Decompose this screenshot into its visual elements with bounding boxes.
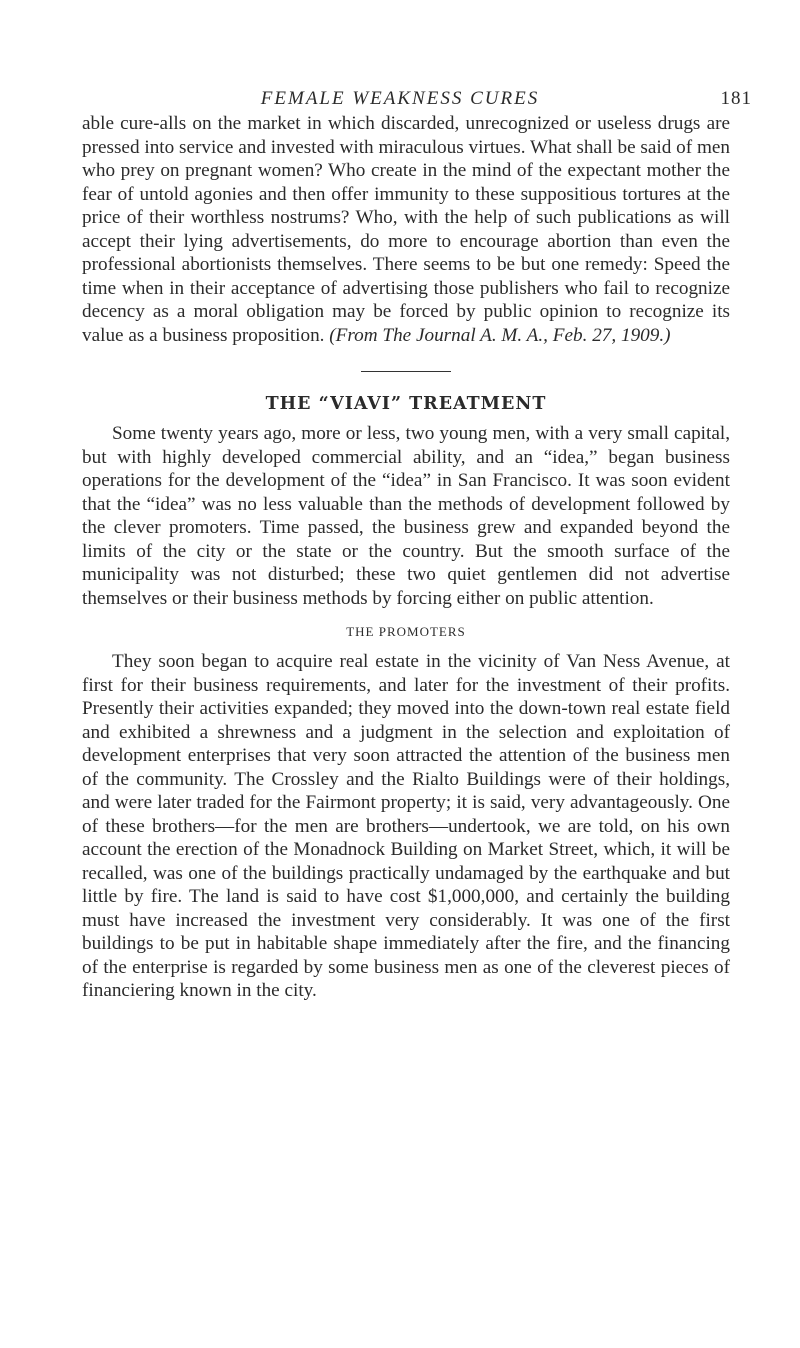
paragraph-continued — [82, 112, 730, 347]
subhead-promoters: THE PROMOTERS — [346, 624, 466, 639]
page-number: 181 — [720, 88, 752, 109]
section-title: THE “VIAVI” TREATMENT — [265, 394, 547, 414]
paragraph-viavi-intro: Some twenty years ago, more or less, two young men, with a very small capital, but with highly developed commercial ability, and an “idea,” began business operations for the development of the “idea” in San Francisco. It was soon evident that the “idea” was no less valuable than the methods of development followed by the clever promoters. Time passed, the business grew and expanded beyond the limits of the city or the state or the country. But the smooth surface of the municipality was not disturbed; these two quiet gentlemen did not advertise themselves or their business methods by forcing either on public attention. — [82, 423, 730, 609]
running-head: FEMALE WEAKNESS CURES — [260, 88, 540, 109]
source-citation: (From The Journal A. M. A., Feb. 27, 1909.) — [329, 324, 671, 346]
paragraph-promoters: They soon began to acquire real estate in the vicinity of Van Ness Avenue, at first for their business requirements, and later for the investment of their profits. Presently their activities expanded; they moved into the down-town real estate field and exhibited a shrewness and a judgment in the selection and exploitation of development enterprises that very soon attracted the attention of the business men of the community. The Crossley and the Rialto Buildings were of their holdings, and were later traded for the Fairmont property; it is said, very advantageously. One of these brothers—for the men are brothers—undertook, we are told, on his own account the erection of the Monadnock Building on Market Street, which, it will be recalled, was one of the buildings practically undamaged by the earthquake and but little by fire. The land is said to have cost $1,000,000, and certainly the building must have increased the investment very considerably. It was one of the first buildings to be put in habitable shape immediately after the fire, and the financing of the enterprise is regarded by some business men as one of the cleverest pieces of financiering known in the city. — [82, 651, 730, 1001]
text-block — [82, 112, 730, 1003]
paragraph-continued-text: able cure-alls on the market in which discarded, unrecognized or useless drugs are pressed into service and invested with miraculous virtues. What shall be said of men who prey on pregnant women? Who create in the mind of the expectant mother the fear of untold agonies and then offer immunity to these suppositious tortures at the price of their worthless nostrums? Who, with the help of such publications as will accept their lying advertisements, do more to encourage abortion than even the professional abortionists themselves. There seems to be but one remedy: Speed the time when in their acceptance of advertising those publishers who fail to recognize decency as a moral obligation may be forced by public opinion to recognize its value as a business proposition. — [82, 113, 730, 346]
section-divider — [361, 371, 451, 372]
